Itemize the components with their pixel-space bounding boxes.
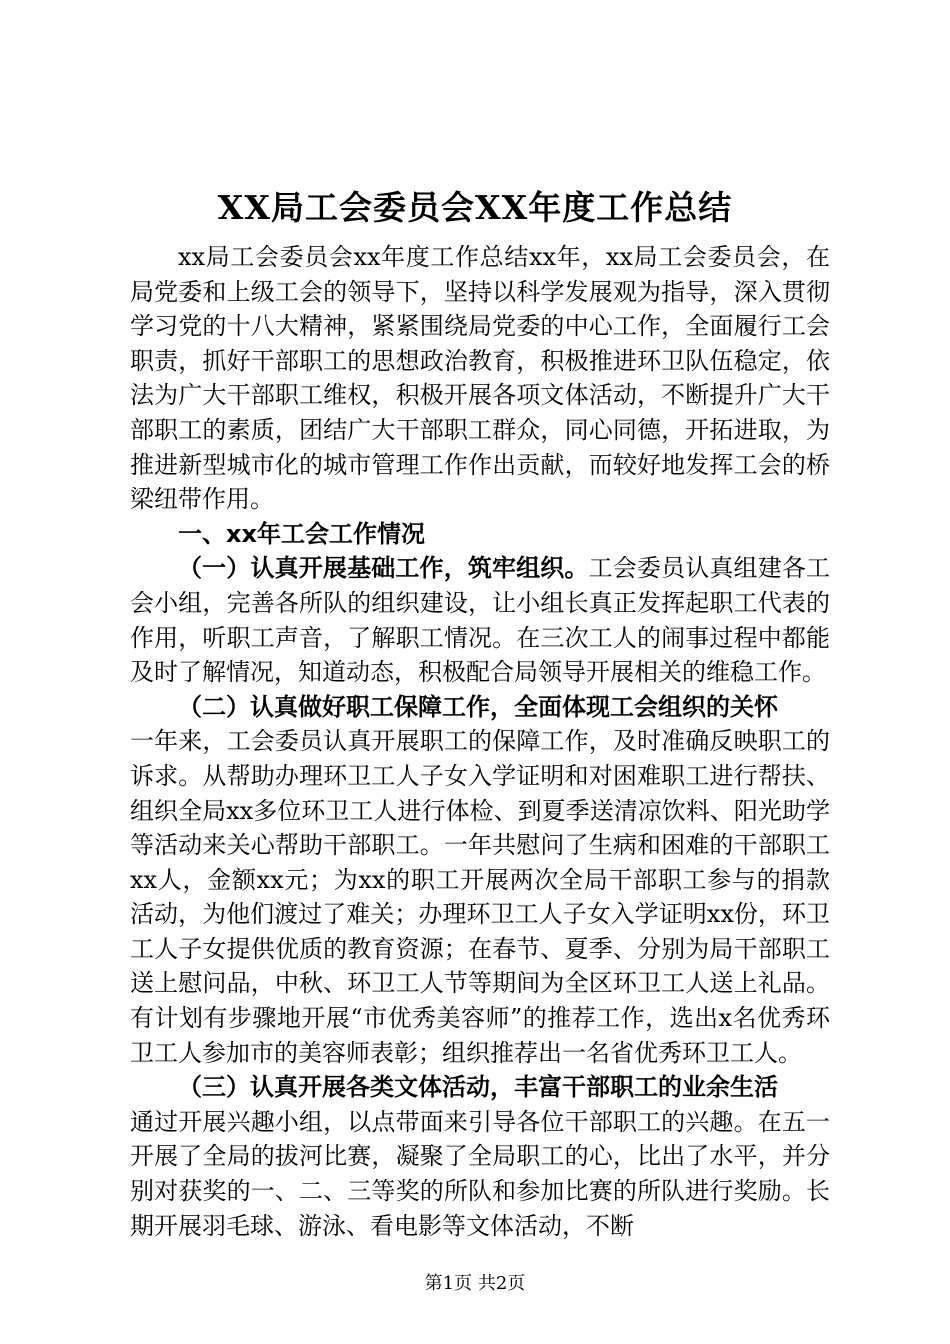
page-footer: 第1页 共2页 — [424, 1273, 526, 1294]
item1-paragraph — [130, 551, 830, 689]
section-heading: 一、xx年工会工作情况 — [178, 519, 425, 548]
item2-heading: （二）认真做好职工保障工作，全面体现工会组织的关怀 — [178, 691, 778, 721]
item2-body: 一年来，工会委员认真开展职工的保障工作，及时准确反映职工的诉求。从帮助办理环卫工人子女入学证明和对困难职工进行帮扶、组织全局xx多位环卫工人进行体检、到夏季送清凉饮料、阳光助学等活动来关心帮助干部职工。一年共慰问了生病和困难的干部职工xx人，金额xx元；为xx的职工开展两次全局干部职工参与的捐款活动，为他们渡过了难关；办理环卫工人子女入学证明xx份，环卫工人子女提供优质的教育资源；在春节、夏季、分别为局干部职工送上慰问品，中秋、环卫工人节等期间为全区环卫工人送上礼品。有计划有步骤地开展“市优秀美容师”的推荐工作，选出x名优秀环卫工人参加市的美容师表彰；组织推荐出一名省优秀环卫工人。 — [130, 727, 830, 1067]
document-body — [130, 240, 830, 1243]
item1-heading: （一）认真开展基础工作，筑牢组织。 — [178, 553, 589, 583]
page-title: XX局工会委员会XX年度工作总结 — [217, 188, 733, 227]
item3-body: 通过开展兴趣小组，以点带面来引导各位干部职工的兴趣。在五一开展了全局的拔河比赛，凝聚了全局职工的心，比出了水平，并分别对获奖的一、二、三等奖的所队和参加比赛的所队进行奖励。长期开展羽毛球、游泳、看电影等文体活动，不断 — [130, 1107, 830, 1240]
item1-body: 工会委员认真组建各工会小组，完善各所队的组织建设，让小组长真正发挥起职工代表的作用，听职工声音，了解职工情况。在三次工人的闹事过程中都能及时了解情况，知道动态，积极配合局领导开展相关的维稳工作。 — [130, 554, 831, 687]
item3-heading: （三）认真开展各类文体活动，丰富干部职工的业余生活 — [178, 1072, 778, 1102]
intro-paragraph: xx局工会委员会xx年度工作总结xx年，xx局工会委员会，在局党委和上级工会的领导下，坚持以科学发展观为指导，深入贯彻学习党的十八大精神，紧紧围绕局党委的中心工作，全面履行工会职责，抓好干部职工的思想政治教育，积极推进环卫队伍稳定，依法为广大干部职工维权，积极开展各项文体活动，不断提升广大干部职工的素质，团结广大干部职工群众，同心同德，开拓进取，为推进新型城市化的城市管理工作作出贡献，而较好地发挥工会的桥梁纽带作用。 — [130, 243, 830, 514]
